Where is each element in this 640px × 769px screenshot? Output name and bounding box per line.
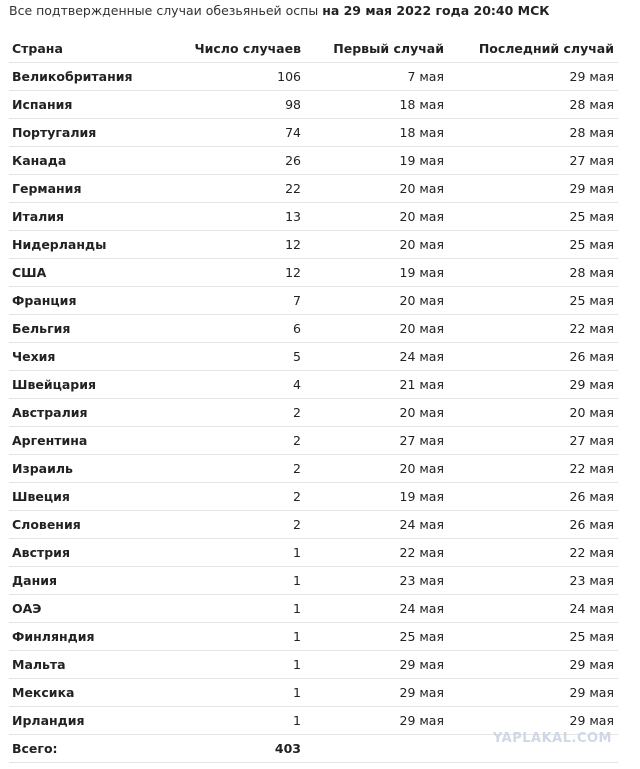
caption-text: Все подтвержденные случаи обезьяньей оспы	[9, 3, 319, 18]
cell-last-case: 27 мая	[444, 427, 618, 455]
table-row	[9, 175, 618, 203]
table-row	[9, 539, 618, 567]
cell-cases: 22	[161, 175, 301, 203]
cell-first-case: 24 мая	[301, 595, 444, 623]
table-row	[9, 427, 618, 455]
cell-country: Канада	[9, 147, 161, 175]
cell-last-case: 25 мая	[444, 231, 618, 259]
cell-last-case: 29 мая	[444, 371, 618, 399]
cell-first-case: 25 мая	[301, 623, 444, 651]
cell-cases: 1	[161, 595, 301, 623]
cell-cases: 1	[161, 707, 301, 735]
table-row	[9, 483, 618, 511]
cell-cases: 12	[161, 259, 301, 287]
header-last-case: Последний случай	[444, 34, 618, 63]
table-row	[9, 343, 618, 371]
cell-cases: 26	[161, 147, 301, 175]
cell-last-case: 25 мая	[444, 623, 618, 651]
total-value: 403	[161, 735, 301, 763]
cell-last-case: 29 мая	[444, 175, 618, 203]
cell-cases: 1	[161, 651, 301, 679]
cell-country: Израиль	[9, 455, 161, 483]
cell-country: Финляндия	[9, 623, 161, 651]
table-row	[9, 371, 618, 399]
cell-first-case: 20 мая	[301, 175, 444, 203]
cell-last-case: 24 мая	[444, 595, 618, 623]
cell-last-case: 25 мая	[444, 203, 618, 231]
cases-table	[9, 34, 618, 763]
cell-country: ОАЭ	[9, 595, 161, 623]
cell-first-case: 7 мая	[301, 63, 444, 91]
total-label: Всего:	[9, 735, 161, 763]
cell-cases: 1	[161, 539, 301, 567]
header-cases: Число случаев	[161, 34, 301, 63]
cell-cases: 2	[161, 399, 301, 427]
cell-first-case: 18 мая	[301, 119, 444, 147]
cell-country: Франция	[9, 287, 161, 315]
cell-cases: 7	[161, 287, 301, 315]
watermark: YAPLAKAL.COM	[493, 731, 612, 746]
table-row	[9, 455, 618, 483]
cell-cases: 12	[161, 231, 301, 259]
cell-last-case: 27 мая	[444, 147, 618, 175]
table-row	[9, 287, 618, 315]
cell-country: Дания	[9, 567, 161, 595]
cell-last-case: 25 мая	[444, 287, 618, 315]
table-row	[9, 63, 618, 91]
cell-first-case: 24 мая	[301, 511, 444, 539]
cell-first-case: 29 мая	[301, 707, 444, 735]
cell-country: Австрия	[9, 539, 161, 567]
cell-first-case: 20 мая	[301, 399, 444, 427]
table-row	[9, 231, 618, 259]
cell-last-case: 22 мая	[444, 315, 618, 343]
cell-first-case: 21 мая	[301, 371, 444, 399]
cell-last-case: 20 мая	[444, 399, 618, 427]
table-row	[9, 595, 618, 623]
table-row	[9, 203, 618, 231]
table-row	[9, 91, 618, 119]
cell-country: Мексика	[9, 679, 161, 707]
table-row	[9, 651, 618, 679]
cell-last-case: 29 мая	[444, 707, 618, 735]
table-row	[9, 315, 618, 343]
cell-last-case: 28 мая	[444, 119, 618, 147]
cell-first-case: 20 мая	[301, 203, 444, 231]
cell-first-case: 20 мая	[301, 315, 444, 343]
cell-country: США	[9, 259, 161, 287]
cell-last-case: 28 мая	[444, 91, 618, 119]
cell-cases: 1	[161, 679, 301, 707]
cell-country: Португалия	[9, 119, 161, 147]
cell-first-case: 24 мая	[301, 343, 444, 371]
table-row	[9, 259, 618, 287]
cell-country: Швеция	[9, 483, 161, 511]
caption	[9, 3, 550, 18]
cell-country: Нидерланды	[9, 231, 161, 259]
cell-cases: 4	[161, 371, 301, 399]
cell-last-case: 26 мая	[444, 343, 618, 371]
cell-last-case: 29 мая	[444, 63, 618, 91]
cell-last-case: 23 мая	[444, 567, 618, 595]
cell-cases: 2	[161, 483, 301, 511]
cell-last-case: 26 мая	[444, 511, 618, 539]
cell-country: Аргентина	[9, 427, 161, 455]
cell-first-case: 22 мая	[301, 539, 444, 567]
cell-country: Великобритания	[9, 63, 161, 91]
cell-first-case: 19 мая	[301, 483, 444, 511]
cell-cases: 13	[161, 203, 301, 231]
table-row	[9, 623, 618, 651]
cell-country: Германия	[9, 175, 161, 203]
cell-last-case: 28 мая	[444, 259, 618, 287]
cell-last-case: 26 мая	[444, 483, 618, 511]
cell-cases: 2	[161, 511, 301, 539]
cell-cases: 1	[161, 567, 301, 595]
header-country: Страна	[9, 34, 161, 63]
table-row	[9, 399, 618, 427]
caption-date: на 29 мая 2022 года 20:40 МСК	[322, 3, 550, 18]
cell-first-case: 29 мая	[301, 651, 444, 679]
cell-last-case: 29 мая	[444, 651, 618, 679]
cell-country: Чехия	[9, 343, 161, 371]
cell-first-case: 20 мая	[301, 231, 444, 259]
cell-first-case: 19 мая	[301, 147, 444, 175]
table-body	[9, 63, 618, 735]
cell-last-case: 22 мая	[444, 539, 618, 567]
header-first-case: Первый случай	[301, 34, 444, 63]
total-empty-1	[301, 735, 444, 763]
cell-first-case: 27 мая	[301, 427, 444, 455]
cell-cases: 106	[161, 63, 301, 91]
table-row	[9, 511, 618, 539]
cell-first-case: 18 мая	[301, 91, 444, 119]
table-row	[9, 567, 618, 595]
cell-country: Словения	[9, 511, 161, 539]
cell-country: Италия	[9, 203, 161, 231]
cell-first-case: 20 мая	[301, 287, 444, 315]
cell-cases: 74	[161, 119, 301, 147]
table-row	[9, 679, 618, 707]
cell-first-case: 23 мая	[301, 567, 444, 595]
cell-country: Австралия	[9, 399, 161, 427]
cell-country: Ирландия	[9, 707, 161, 735]
cell-cases: 5	[161, 343, 301, 371]
cell-cases: 98	[161, 91, 301, 119]
cell-first-case: 20 мая	[301, 455, 444, 483]
cell-country: Бельгия	[9, 315, 161, 343]
cell-last-case: 22 мая	[444, 455, 618, 483]
cell-first-case: 29 мая	[301, 679, 444, 707]
cell-cases: 6	[161, 315, 301, 343]
table-header-row	[9, 34, 618, 63]
cell-country: Мальта	[9, 651, 161, 679]
table-row	[9, 119, 618, 147]
cell-cases: 2	[161, 427, 301, 455]
cell-cases: 1	[161, 623, 301, 651]
cell-cases: 2	[161, 455, 301, 483]
cell-first-case: 19 мая	[301, 259, 444, 287]
cell-country: Испания	[9, 91, 161, 119]
cell-country: Швейцария	[9, 371, 161, 399]
table-row	[9, 147, 618, 175]
cell-last-case: 29 мая	[444, 679, 618, 707]
